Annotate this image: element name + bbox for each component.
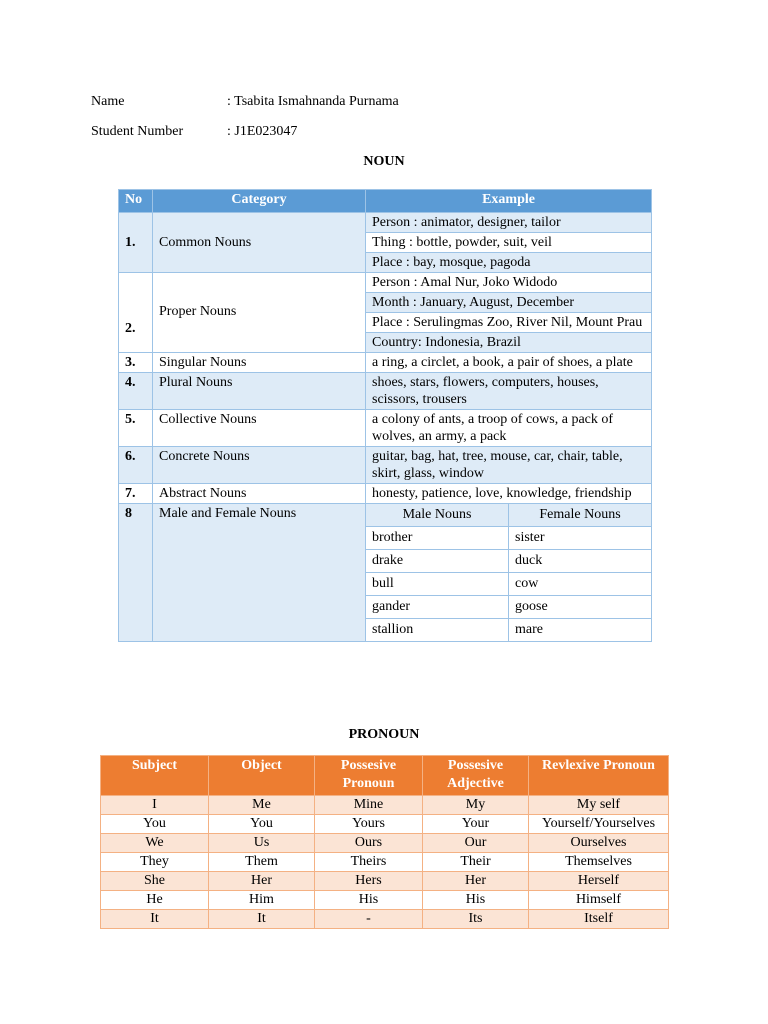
possesive-adjective-cell: My bbox=[423, 796, 529, 815]
object-cell: Him bbox=[209, 891, 315, 910]
row-number: 7. bbox=[119, 484, 153, 504]
male-noun: brother bbox=[366, 527, 509, 550]
possesive-pronoun-cell: Yours bbox=[315, 815, 423, 834]
student-number-value: : J1E023047 bbox=[227, 124, 298, 139]
possesive-pronoun-cell: His bbox=[315, 891, 423, 910]
subject-cell: We bbox=[101, 834, 209, 853]
male-nouns-header: Male Nouns bbox=[366, 504, 509, 527]
subject-cell: He bbox=[101, 891, 209, 910]
name-label: Name bbox=[91, 94, 125, 109]
header-revlexive-pronoun: Revlexive Pronoun bbox=[529, 756, 669, 796]
row-number: 2. bbox=[119, 273, 153, 353]
row-category: Abstract Nouns bbox=[153, 484, 366, 504]
table-row bbox=[119, 504, 652, 527]
row-example: Person : animator, designer, tailor bbox=[366, 213, 652, 233]
row-category: Male and Female Nouns bbox=[153, 504, 366, 642]
subject-cell: You bbox=[101, 815, 209, 834]
row-example: Thing : bottle, powder, suit, veil bbox=[366, 233, 652, 253]
row-category: Common Nouns bbox=[153, 213, 366, 273]
row-example: honesty, patience, love, knowledge, friendship bbox=[366, 484, 652, 504]
row-example: guitar, bag, hat, tree, mouse, car, chair, table, skirt, glass, window bbox=[366, 447, 652, 484]
row-number: 4. bbox=[119, 373, 153, 410]
row-example: Month : January, August, December bbox=[366, 293, 652, 313]
table-row bbox=[101, 872, 669, 891]
row-category: Proper Nouns bbox=[153, 273, 366, 353]
male-noun: gander bbox=[366, 596, 509, 619]
row-number: 1. bbox=[119, 213, 153, 273]
object-cell: It bbox=[209, 910, 315, 929]
noun-table bbox=[118, 189, 652, 642]
female-noun: sister bbox=[509, 527, 652, 550]
subject-cell: She bbox=[101, 872, 209, 891]
row-category: Concrete Nouns bbox=[153, 447, 366, 484]
header-no: No bbox=[119, 190, 153, 213]
subject-cell: It bbox=[101, 910, 209, 929]
table-row bbox=[119, 484, 652, 504]
header-example: Example bbox=[366, 190, 652, 213]
table-row bbox=[101, 834, 669, 853]
male-noun: stallion bbox=[366, 619, 509, 642]
possesive-adjective-cell: Its bbox=[423, 910, 529, 929]
row-number: 5. bbox=[119, 410, 153, 447]
subject-cell: I bbox=[101, 796, 209, 815]
object-cell: Them bbox=[209, 853, 315, 872]
revlexive-pronoun-cell: Herself bbox=[529, 872, 669, 891]
possesive-adjective-cell: Her bbox=[423, 872, 529, 891]
female-noun: mare bbox=[509, 619, 652, 642]
row-example: Place : Serulingmas Zoo, River Nil, Mount Prau bbox=[366, 313, 652, 333]
row-number: 8 bbox=[119, 504, 153, 642]
row-number: 3. bbox=[119, 353, 153, 373]
row-example: Place : bay, mosque, pagoda bbox=[366, 253, 652, 273]
possesive-pronoun-cell: Theirs bbox=[315, 853, 423, 872]
male-noun: bull bbox=[366, 573, 509, 596]
revlexive-pronoun-cell: Himself bbox=[529, 891, 669, 910]
possesive-adjective-cell: Their bbox=[423, 853, 529, 872]
table-row bbox=[119, 353, 652, 373]
table-row bbox=[101, 796, 669, 815]
table-row bbox=[119, 410, 652, 447]
row-example: a colony of ants, a troop of cows, a pack of wolves, an army, a pack bbox=[366, 410, 652, 447]
possesive-adjective-cell: Our bbox=[423, 834, 529, 853]
female-noun: cow bbox=[509, 573, 652, 596]
pronoun-table bbox=[100, 755, 669, 929]
noun-heading: NOUN bbox=[363, 154, 405, 169]
object-cell: You bbox=[209, 815, 315, 834]
object-cell: Her bbox=[209, 872, 315, 891]
row-example: Person : Amal Nur, Joko Widodo bbox=[366, 273, 652, 293]
revlexive-pronoun-cell: Themselves bbox=[529, 853, 669, 872]
noun-table-header bbox=[119, 190, 652, 213]
subject-cell: They bbox=[101, 853, 209, 872]
possesive-pronoun-cell: Ours bbox=[315, 834, 423, 853]
revlexive-pronoun-cell: My self bbox=[529, 796, 669, 815]
possesive-pronoun-cell: Hers bbox=[315, 872, 423, 891]
table-row bbox=[119, 373, 652, 410]
table-row bbox=[101, 815, 669, 834]
pronoun-table-body bbox=[101, 796, 669, 929]
row-category: Singular Nouns bbox=[153, 353, 366, 373]
table-row bbox=[119, 447, 652, 484]
possesive-adjective-cell: Your bbox=[423, 815, 529, 834]
object-cell: Us bbox=[209, 834, 315, 853]
revlexive-pronoun-cell: Itself bbox=[529, 910, 669, 929]
header-possesive-pronoun: Possesive Pronoun bbox=[315, 756, 423, 796]
possesive-pronoun-cell: - bbox=[315, 910, 423, 929]
table-row bbox=[101, 891, 669, 910]
student-number-label: Student Number bbox=[91, 124, 184, 139]
table-row bbox=[119, 273, 652, 293]
possesive-pronoun-cell: Mine bbox=[315, 796, 423, 815]
name-value: : Tsabita Ismahnanda Purnama bbox=[227, 94, 399, 109]
row-category: Plural Nouns bbox=[153, 373, 366, 410]
row-example: Country: Indonesia, Brazil bbox=[366, 333, 652, 353]
row-category: Collective Nouns bbox=[153, 410, 366, 447]
object-cell: Me bbox=[209, 796, 315, 815]
male-noun: drake bbox=[366, 550, 509, 573]
pronoun-table-header bbox=[101, 756, 669, 796]
revlexive-pronoun-cell: Ourselves bbox=[529, 834, 669, 853]
table-row bbox=[101, 853, 669, 872]
header-subject: Subject bbox=[101, 756, 209, 796]
row-number: 6. bbox=[119, 447, 153, 484]
header-possesive-adjective: Possesive Adjective bbox=[423, 756, 529, 796]
possesive-adjective-cell: His bbox=[423, 891, 529, 910]
revlexive-pronoun-cell: Yourself/Yourselves bbox=[529, 815, 669, 834]
table-row bbox=[119, 213, 652, 233]
female-nouns-header: Female Nouns bbox=[509, 504, 652, 527]
row-example: shoes, stars, flowers, computers, houses, scissors, trousers bbox=[366, 373, 652, 410]
pronoun-heading: PRONOUN bbox=[348, 727, 420, 742]
header-category: Category bbox=[153, 190, 366, 213]
header-object: Object bbox=[209, 756, 315, 796]
female-noun: duck bbox=[509, 550, 652, 573]
row-example: a ring, a circlet, a book, a pair of shoes, a plate bbox=[366, 353, 652, 373]
female-noun: goose bbox=[509, 596, 652, 619]
table-row bbox=[101, 910, 669, 929]
